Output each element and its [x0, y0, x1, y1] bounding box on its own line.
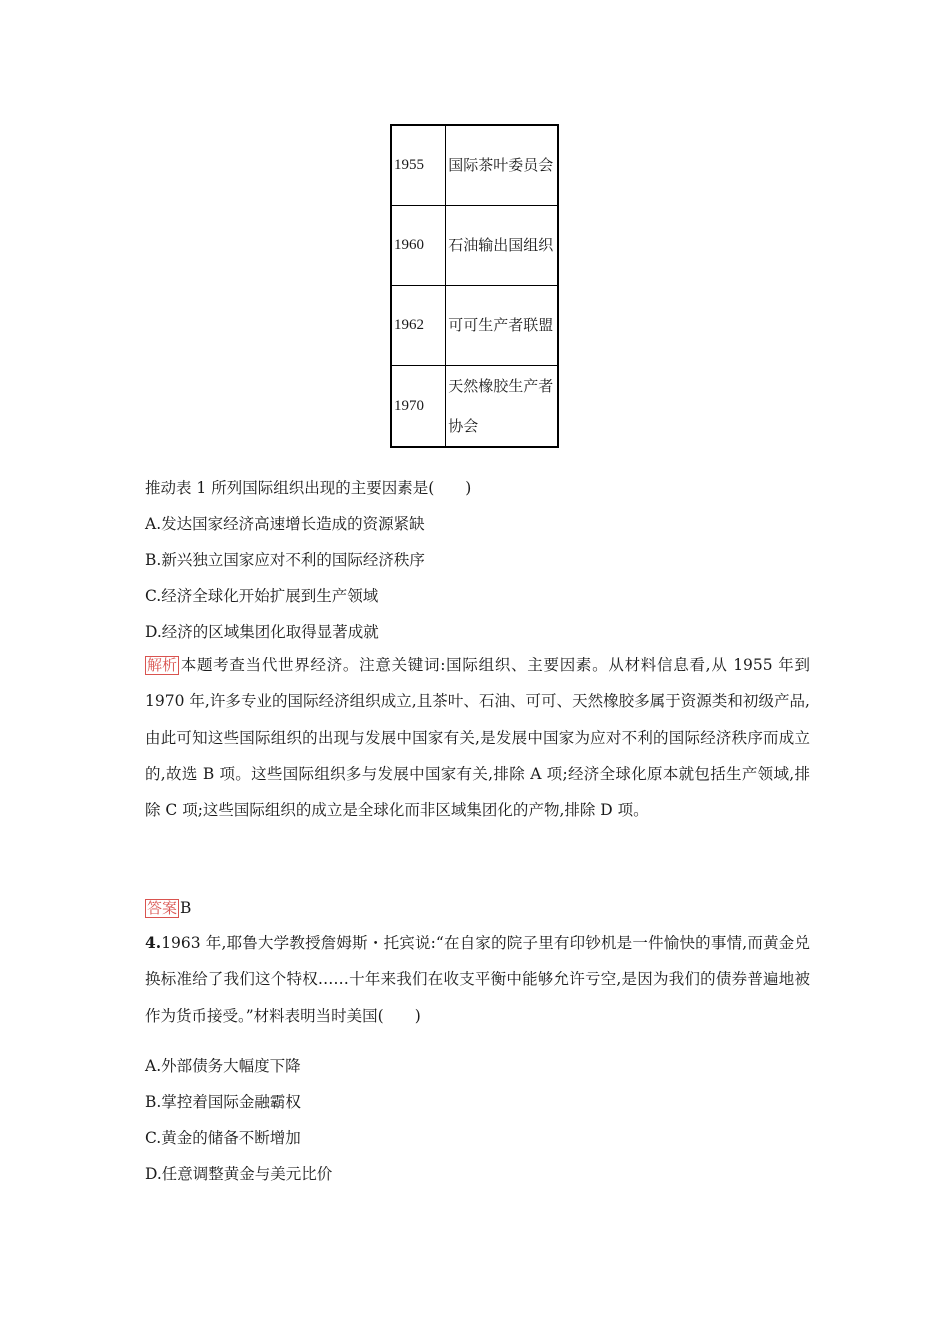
question-4-option-c: C.黄金的储备不断增加 [145, 1129, 301, 1147]
year-cell: 1962 [391, 285, 446, 365]
question-4-option-b: B.掌控着国际金融霸权 [145, 1093, 301, 1111]
organization-cell: 石油输出国组织 [446, 205, 558, 285]
question-4-stem [145, 925, 810, 1034]
question-4-option-a: A.外部债务大幅度下降 [145, 1057, 301, 1075]
organization-cell: 可可生产者联盟 [446, 285, 558, 365]
year-cell: 1955 [391, 125, 446, 205]
question-3-option-b: B.新兴独立国家应对不利的国际经济秩序 [145, 551, 425, 569]
question-3-option-a: A.发达国家经济高速增长造成的资源紧缺 [145, 515, 425, 533]
question-3-option-c: C.经济全球化开始扩展到生产领域 [145, 587, 379, 605]
organization-cell: 国际茶叶委员会 [446, 125, 558, 205]
table-row [391, 205, 558, 285]
organizations-table [390, 124, 559, 448]
answer-value: B [180, 899, 192, 917]
question-4-text: 1963 年,耶鲁大学教授詹姆斯・托宾说:“在自家的院子里有印钞机是一件愉快的事情,而黄金兑换标准给了我们这个特权……十年来我们在收支平衡中能够允许亏空,是因为我们的债券普遍地被作为货币接受。”材料表明当时美国( ) [145, 934, 810, 1025]
table-row [391, 365, 558, 447]
question-3-analysis [145, 647, 810, 828]
analysis-text: 本题考查当代世界经济。注意关键词:国际组织、主要因素。从材料信息看,从 1955 年到 1970 年,许多专业的国际经济组织成立,且茶叶、石油、可可、天然橡胶多属于资源类和初级产品,由此可知这些国际组织的出现与发展中国家有关,是发展中国家为应对不利的国际经济秩序而成立的,故选 B 项。这些国际组织多与发展中国家有关,排除 A 项;经济全球化原本就包括生产领域,排除 C 项;这些国际组织的成立是全球化而非区域集团化的产物,排除 D 项。 [145, 656, 810, 820]
organization-cell: 天然橡胶生产者协会 [446, 365, 558, 447]
question-4-option-d: D.任意调整黄金与美元比价 [145, 1165, 333, 1183]
table-row [391, 285, 558, 365]
question-3-option-d: D.经济的区域集团化取得显著成就 [145, 623, 379, 641]
answer-tag: 答案 [147, 899, 178, 917]
year-cell: 1960 [391, 205, 446, 285]
table-row [391, 125, 558, 205]
year-cell: 1970 [391, 365, 446, 447]
question-4-number: 4. [145, 933, 162, 952]
analysis-tag: 解析 [147, 656, 178, 674]
question-3-stem: 推动表 1 所列国际组织出现的主要因素是( ) [145, 479, 472, 497]
question-3-answer [145, 898, 191, 918]
